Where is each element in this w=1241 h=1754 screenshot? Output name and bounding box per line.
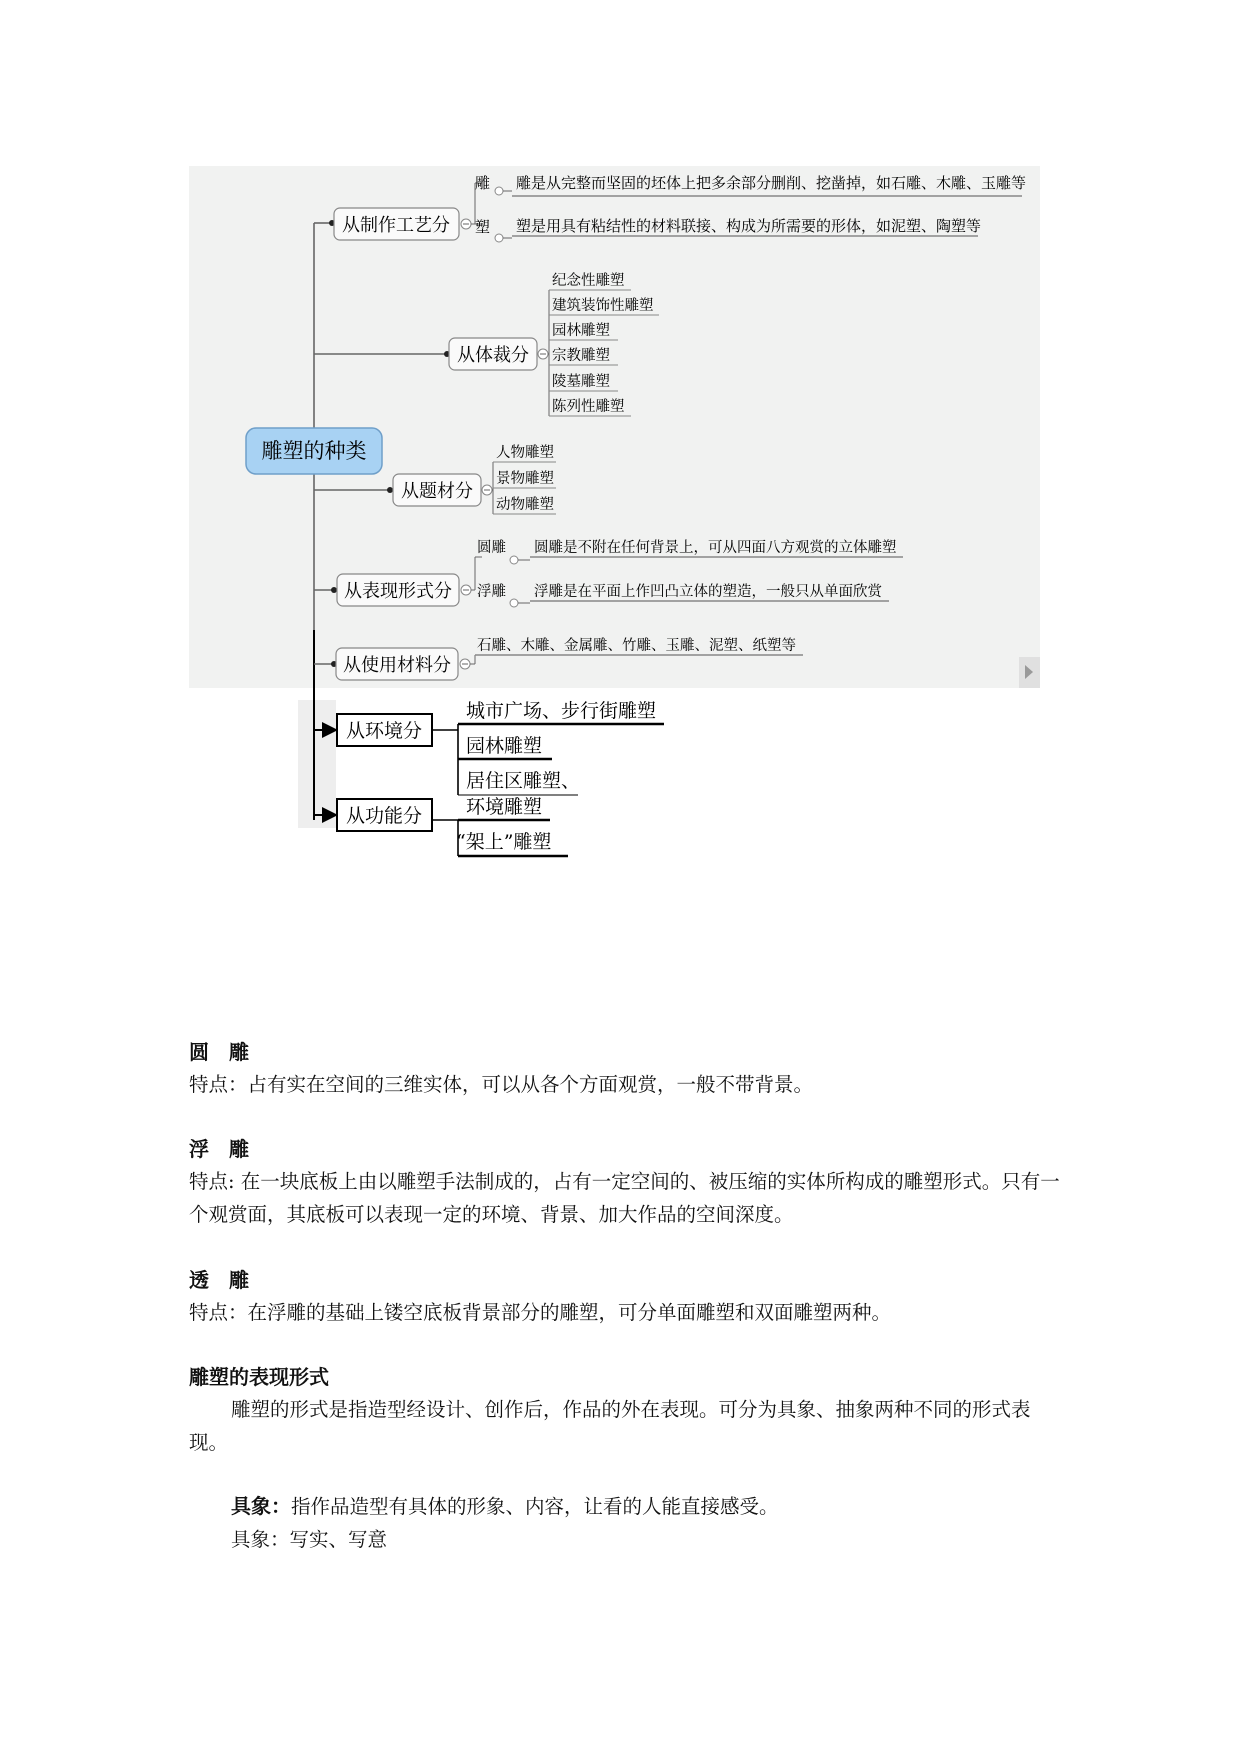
subject-item: 动物雕塑 — [496, 497, 554, 513]
material-desc: 石雕、木雕、金属雕、竹雕、玉雕、泥塑、纸塑等 — [477, 638, 796, 654]
concrete-definition — [231, 1490, 1071, 1523]
craft-item-desc: 塑是用具有粘结性的材料联接、构成为所需要的形体，如泥塑、陶塑等 — [516, 217, 982, 235]
form-item-key: 圆雕 — [477, 540, 506, 556]
branch-material-label: 从使用材料分 — [343, 655, 451, 676]
branch-craft-label: 从制作工艺分 — [342, 215, 450, 236]
mindmap-panel-background — [189, 166, 1040, 688]
section-round-text: 特点：占有实在空间的三维实体，可以从各个方面观赏，一般不带背景。 — [189, 1073, 814, 1096]
environment-item: 城市广场、步行街雕塑 — [466, 700, 657, 722]
branch-form-label: 从表现形式分 — [344, 581, 452, 602]
root-node-label: 雕塑的种类 — [261, 439, 367, 463]
environment-item: 园林雕塑 — [466, 735, 543, 757]
genre-item: 陈列性雕塑 — [552, 399, 625, 415]
concrete-text: 指作品造型有具体的形象、内容，让看的人能直接感受。 — [291, 1495, 779, 1518]
genre-item: 陵墓雕塑 — [552, 374, 610, 390]
genre-item: 园林雕塑 — [552, 323, 610, 339]
subject-item: 景物雕塑 — [496, 471, 554, 487]
section-round-title: 圆 雕 — [189, 1040, 249, 1064]
craft-item-key: 雕 — [475, 174, 491, 192]
branch-genre-label: 从体裁分 — [457, 345, 529, 366]
trunk-shadow — [298, 700, 336, 828]
concrete-types: 具象：写实、写意 — [231, 1528, 388, 1551]
form-item-key: 浮雕 — [477, 584, 506, 600]
form-item-desc: 圆雕是不附在任何背景上，可从四面八方观赏的立体雕塑 — [534, 540, 897, 556]
subject-item: 人物雕塑 — [496, 445, 554, 461]
craft-item-desc: 雕是从完整而坚固的坯体上把多余部分删削、挖凿掉，如石雕、木雕、玉雕等 — [516, 174, 1027, 192]
branch-function-label: 从功能分 — [345, 805, 423, 827]
section-relief-title: 浮 雕 — [189, 1137, 249, 1161]
environment-item: 居住区雕塑、 — [466, 770, 581, 792]
genre-item: 宗教雕塑 — [552, 348, 610, 364]
section-forms-text: 雕塑的形式是指造型经设计、创作后，作品的外在表现。可分为具象、抽象两种不同的形式表现。 — [189, 1398, 1031, 1454]
function-item: 环境雕塑 — [466, 796, 543, 818]
function-item: “架上”雕塑 — [456, 831, 552, 853]
section-openwork-text: 特点：在浮雕的基础上镂空底板背景部分的雕塑，可分单面雕塑和双面雕塑两种。 — [189, 1301, 892, 1324]
section-forms-title: 雕塑的表现形式 — [189, 1365, 329, 1389]
genre-item: 建筑装饰性雕塑 — [552, 298, 654, 314]
section-relief-text: 特点: 在一块底板上由以雕塑手法制成的，占有一定空间的、被压缩的实体所构成的雕塑形式。只有一个观赏面，其底板可以表现一定的环境、背景、加大作品的空间深度。 — [189, 1170, 1060, 1226]
branch-environment-label: 从环境分 — [345, 720, 423, 742]
section-openwork-title: 透 雕 — [189, 1268, 249, 1292]
genre-item: 纪念性雕塑 — [552, 273, 625, 289]
craft-item-key: 塑 — [475, 218, 491, 236]
branch-subject-label: 从题材分 — [401, 481, 473, 502]
form-item-desc: 浮雕是在平面上作凹凸立体的塑造，一般只从单面欣赏 — [534, 584, 882, 600]
concrete-label: 具象： — [231, 1494, 291, 1518]
